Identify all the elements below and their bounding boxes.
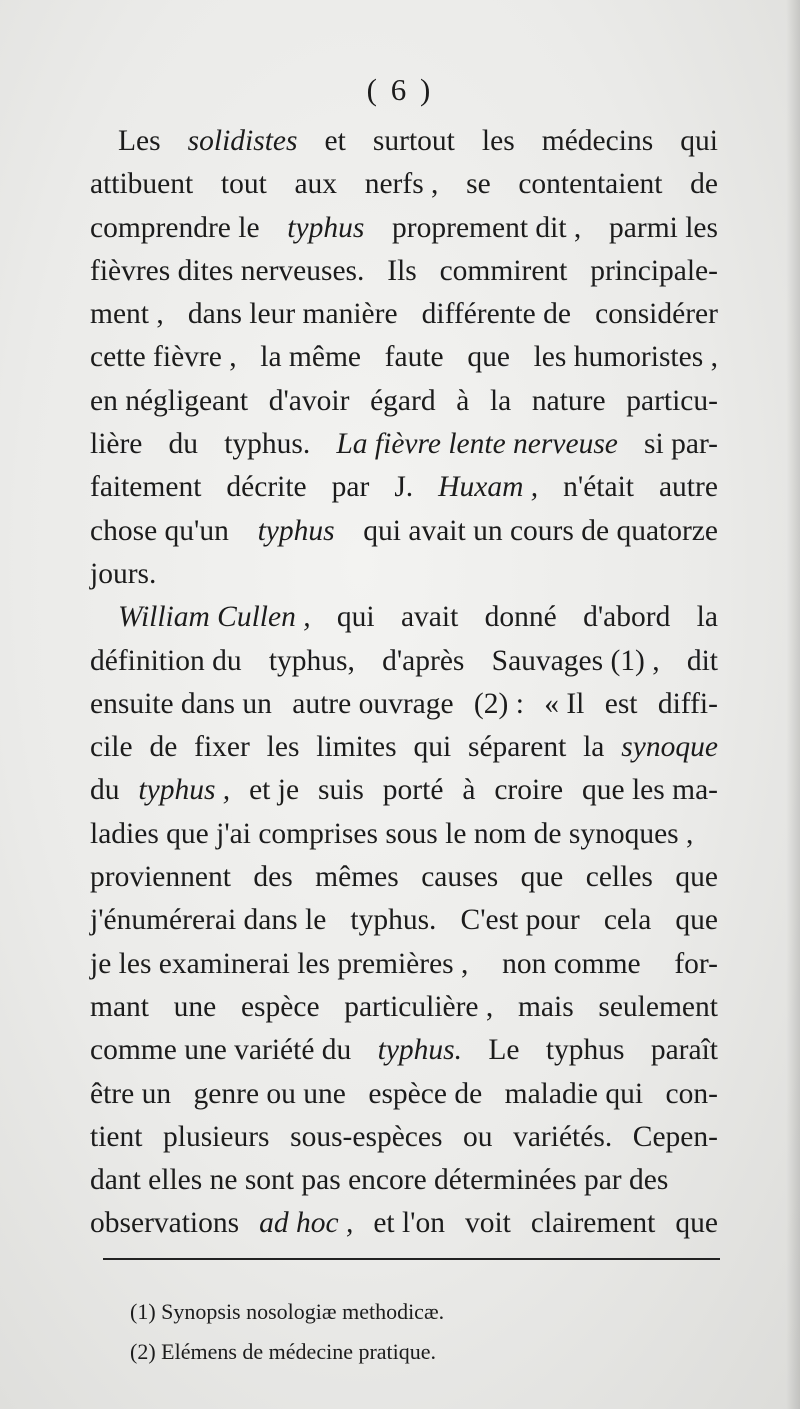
word: jours. [90,557,157,590]
word: de [149,731,178,764]
italic-word [336,423,618,466]
italic-word [621,726,718,769]
word: Sauvages (1) , [491,644,660,677]
word: commirent [439,254,568,287]
word: plusieurs [163,1120,270,1153]
word: par [331,471,370,504]
word: Les [118,125,161,157]
text-line [90,769,718,812]
word: causes [421,861,499,894]
italic-word [259,1202,353,1245]
footnotes [130,1292,690,1372]
word: attibuent [90,168,194,201]
text-line [90,1159,718,1202]
text-line [90,726,718,769]
word: que [520,861,564,894]
text-line [90,163,718,206]
word: ment , [90,298,164,331]
word: considérer [595,298,718,331]
text-line [90,683,718,726]
text-line [90,1202,718,1245]
word: genre ou une [193,1077,346,1110]
word: dit [686,644,718,677]
word: con- [665,1077,718,1110]
text-line [90,510,718,553]
word: chose qu'un [90,514,229,547]
word: et je [249,774,300,807]
word: Le [488,1034,520,1067]
word: Cepen- [632,1120,718,1153]
word: clairement [530,1207,656,1240]
word: typhus. [224,428,311,461]
text-line [90,1029,718,1072]
word: que [675,904,718,937]
word: qui avait un cours de quatorze [363,514,718,547]
word: nature [531,384,606,417]
word: la [696,601,718,634]
italic-text: typhus , [138,774,231,807]
word: particulière , [344,990,494,1023]
italic-word [287,207,364,250]
word: que [675,861,718,894]
word: variétés. [513,1120,613,1153]
word: mêmes [315,861,399,894]
word: surtout [372,125,455,157]
word: mant [90,990,149,1023]
word: ou [463,1120,493,1153]
word: typhus [545,1034,625,1067]
word: tout [220,168,267,201]
text-line [90,943,718,986]
word: la [583,731,605,764]
word: à [456,384,470,417]
footnote-2: (2) Elémens de médecine pratique. [130,1339,437,1364]
word: cile [90,731,133,764]
word: paraît [650,1034,718,1067]
word: être un [90,1077,172,1110]
word: principale- [590,254,718,287]
italic-text: La fièvre lente nerveuse [336,428,618,461]
text-line [90,293,718,336]
word: espèce [240,990,320,1023]
text-line [90,813,718,856]
italic-word [438,466,538,509]
text-line [90,207,718,250]
word: aux [294,168,338,201]
word: proviennent [90,861,231,894]
text-line [90,856,718,899]
word: avait [400,601,459,634]
word: dant elles ne sont pas encore déterminées par des [90,1164,669,1197]
word: porté [382,774,444,807]
italic-text: Huxam , [438,471,539,504]
word: ladies que j'ai comprises sous le nom de synoques , [90,817,694,850]
word: J. [394,471,414,504]
word: parmi les [609,211,718,244]
text-line [90,986,718,1029]
word: est [604,687,638,720]
word: « Il [544,687,585,720]
word: faitement [90,471,202,504]
word: j'énumérerai dans le [90,904,327,937]
word: contentaient [518,168,663,201]
word: suis [317,774,364,807]
word: la même [260,341,361,374]
word: proprement dit , [392,211,582,244]
text-line [90,423,718,466]
word: définition du [90,644,242,677]
text-line [90,1073,718,1116]
word: typhus. [350,904,437,937]
page-number: ( 6 ) [366,72,434,107]
word: tient [90,1120,143,1153]
italic-text: synoque [621,731,718,764]
word: qui [680,125,718,157]
word: ensuite dans un [90,687,272,720]
word: que [467,341,510,374]
text-line [90,120,718,163]
word: sous-espèces [290,1120,443,1153]
word: qui [413,731,452,764]
word: Ils [387,254,417,287]
word: différente de [421,298,571,331]
word: que les ma- [582,774,718,807]
word: limites [316,731,397,764]
word: cette fièvre , [90,341,237,374]
footnote-rule [103,1258,720,1260]
word: les humoristes , [533,341,718,374]
word: et [324,125,346,157]
word: médecins [541,125,654,157]
word: si par- [644,428,718,461]
word: diffi- [657,687,718,720]
word: lière [90,428,143,461]
word: séparent [467,731,567,764]
word: espèce de [368,1077,483,1110]
page-edge-shadow [786,0,800,1409]
word: à [462,774,476,807]
text-line [90,250,718,293]
word: C'est pour [460,904,580,937]
word: cela [603,904,652,937]
word: celles [585,861,653,894]
word: autre ouvrage [292,687,454,720]
word: qui [336,601,375,634]
word: n'était [563,471,634,504]
word: comme une variété du [90,1034,352,1067]
word: non comme [502,947,641,980]
word: du [168,428,199,461]
text-line [90,596,718,639]
word: je les examinerai les premières , [90,947,469,980]
word: que [675,1207,718,1240]
word: voit [464,1207,511,1240]
text-line [90,380,718,423]
word: (2) : [473,687,524,720]
italic-text: solidistes [187,125,298,157]
word: les [481,125,515,157]
word: d'avoir [268,384,350,417]
word: de [690,168,718,201]
italic-word [258,510,335,553]
word: d'après [382,644,465,677]
italic-word [188,120,298,163]
word: typhus, [268,644,355,677]
word: des [253,861,293,894]
word: observations [90,1207,240,1240]
text-line [90,640,718,683]
italic-word [138,769,230,812]
word: faute [384,341,444,374]
italic-word [378,1029,462,1072]
word: la [489,384,512,417]
text-line [90,899,718,942]
word: et l'on [373,1207,445,1240]
word: une [173,990,217,1023]
word: particu- [626,384,718,417]
word: dans leur manière [187,298,398,331]
italic-text: ad hoc , [259,1207,354,1240]
text-line [90,466,718,509]
word: les [266,731,300,764]
text-line [90,553,718,596]
italic-text: typhus [257,514,335,547]
word: nerfs , [364,168,439,201]
word: mais [517,990,574,1023]
word: donné [484,601,557,634]
text-line [90,336,718,379]
italic-text: typhus [287,211,365,244]
word: comprendre le [90,211,260,244]
italic-word [118,596,311,639]
word: maladie qui [504,1077,644,1110]
word: se [466,168,491,201]
body-text [90,120,718,1246]
footnote-1: (1) Synopsis nosologiæ methodicæ. [130,1299,445,1324]
word: fixer [194,731,250,764]
word: croire [494,774,564,807]
word: du [90,774,120,807]
text-line [90,1116,718,1159]
italic-text: typhus. [377,1034,463,1067]
word: égard [370,384,436,417]
word: autre [658,471,718,504]
word: d'abord [583,601,671,634]
word: seulement [598,990,718,1023]
word: for- [674,947,718,980]
word: fièvres dites nerveuses. [90,254,365,287]
word: décrite [226,471,307,504]
word: en négligeant [90,384,249,417]
italic-text: William Cullen , [118,601,311,634]
